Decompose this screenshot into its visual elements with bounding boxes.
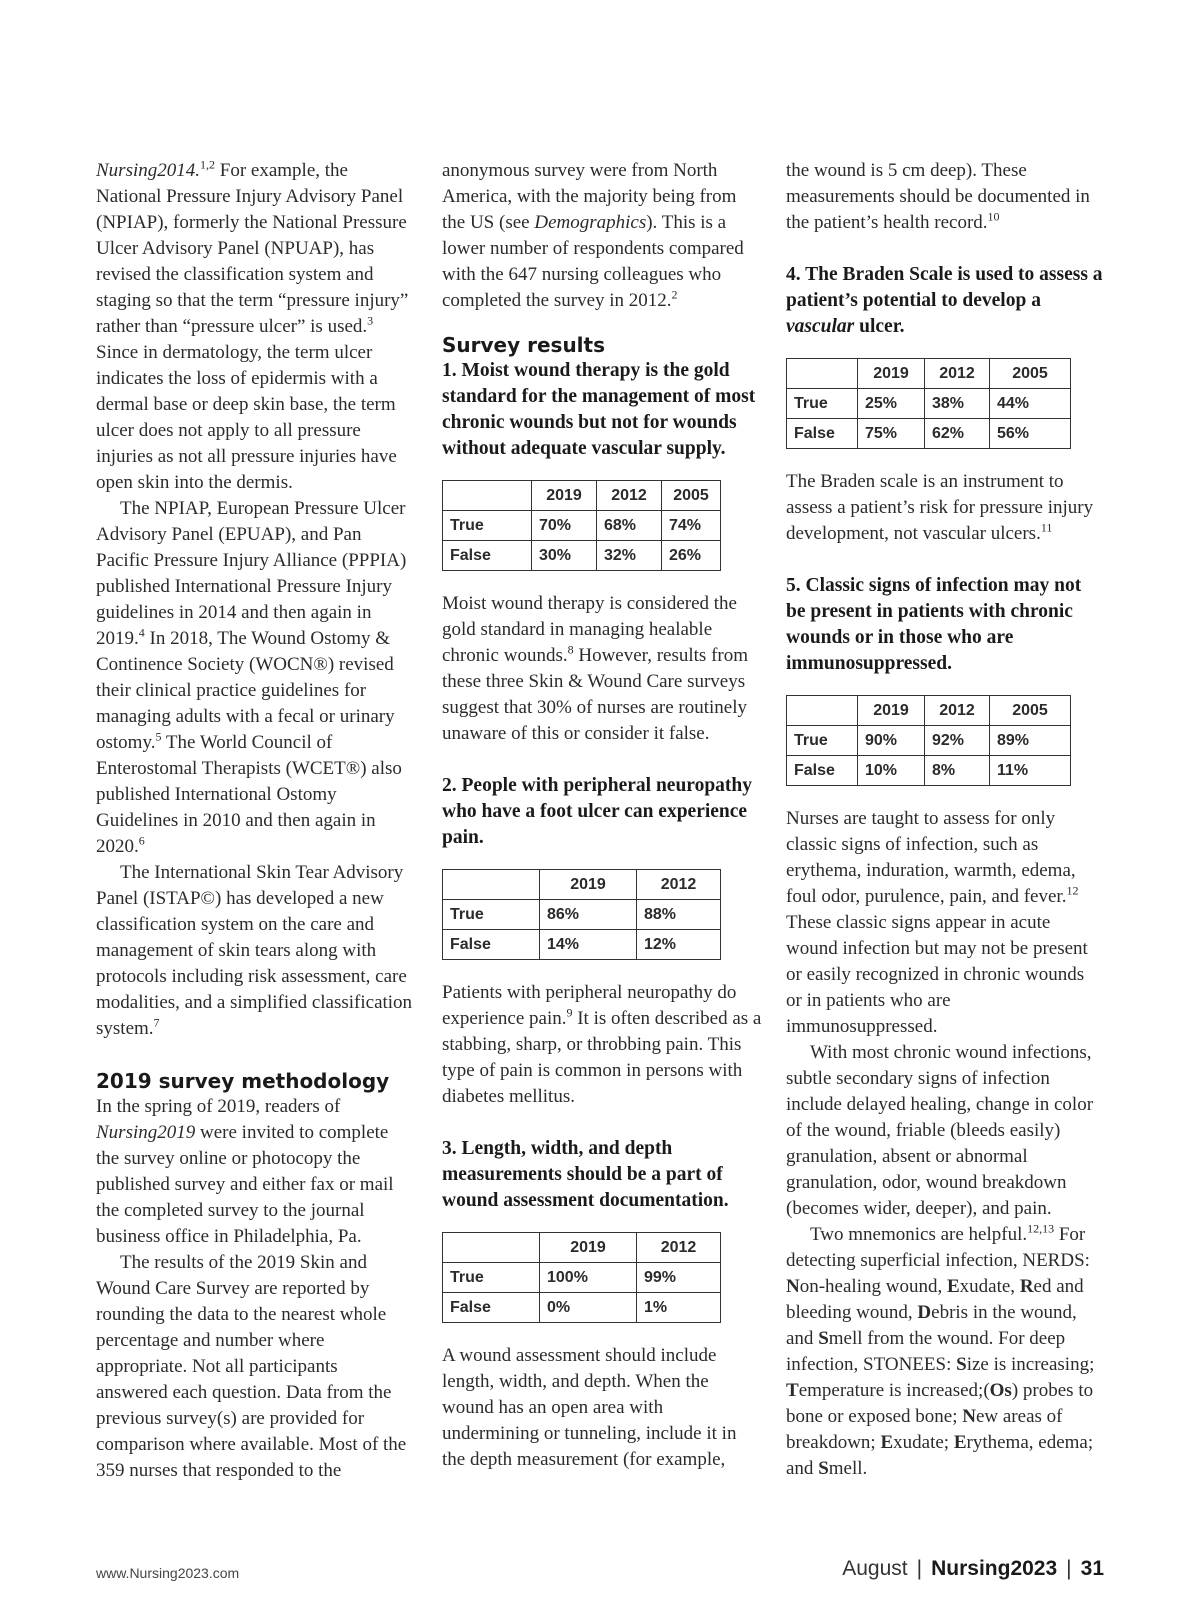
section-title-methodology: 2019 survey methodology — [96, 1069, 390, 1093]
column-3 — [786, 158, 1104, 1482]
footer-journal: Nursing2023 — [931, 1557, 1058, 1580]
footer-month: August — [842, 1557, 908, 1580]
section-title-results: Survey results — [442, 333, 605, 357]
paragraph: Nursing2014.$^{1,2}$ For example, the National Pressure Injury Advisory Panel (NPIAP), formerly the National Pressure Ulcer Advisory Panel (NPUAP), has revised the classification system and staging so that the term “pressure injury” rather than “pressure ulcer” is used.$^3$ Since in dermatology, the term ulcer indicates the loss of epidermis with a dermal base or deep skin base, the term ulcer does not apply to all pressure injuries as not all pressure injuries have open skin into the dermis. — [96, 157, 409, 493]
paragraph: In the spring of 2019, readers of Nursing2019 were invited to complete the survey online or photocopy the published survey and either fax or mail the completed survey to the journal business office in Philadelphia, Pa. — [96, 1096, 394, 1247]
paragraph: The International Skin Tear Advisory Panel (ISTAP©) has developed a new classification system on the care and management of skin tears along with protocols including risk assessment, care modalities, and a simplified classification system.$^7$ — [96, 862, 413, 1039]
paragraph: Nurses are taught to assess for only classic signs of infection, such as erythema, induration, warmth, edema, foul odor, purulence, pain, and fever.$^{12}$ These classic signs appear in acute wound infection but may not be present or easily recognized in chronic wounds or in patients who are immunosuppressed. — [786, 808, 1088, 1037]
results-table-5: 2019 2012 2005 True 90% 92% 89% False 10% 8% 11% — [786, 695, 1071, 786]
paragraph: The results of the 2019 Skin and Wound Care Survey are reported by rounding the data to the nearest whole percentage and number where appropriate. Not all participants answered each question. Data from the previous survey(s) are provided for comparison where available. Most of the 359 nurses that responded to the — [96, 1252, 407, 1481]
question-1: 1. Moist wound therapy is the gold standard for the management of most chronic wounds but not for wounds without adequate vascular supply. — [442, 360, 756, 459]
question-5: 5. Classic signs of infection may not be present in patients with chronic wounds or in those who are immunosuppressed. — [786, 575, 1082, 674]
paragraph: The NPIAP, European Pressure Ulcer Advisory Panel (EPUAP), and Pan Pacific Pressure Injury Alliance (PPPIA) published International Pressure Injury guidelines in 2014 and then again in 2019.$^4$ In 2018, The Wound Ostomy & Continence Society (WOCN®) revised their clinical practice guidelines for managing adults with a fecal or urinary ostomy.$^5$ The World Council of Enterostomal Therapists (WCET®) also published International Ostomy Guidelines in 2010 and then again in 2020.$^6$ — [96, 498, 407, 857]
question-2: 2. People with peripheral neuropathy who have a foot ulcer can experience pain. — [442, 775, 753, 848]
paragraph: A wound assessment should include length, width, and depth. When the wound has an open area with undermining or tunneling, include it in the depth measurement (for example, — [442, 1345, 737, 1470]
results-table-2: 2019 2012 True 86% 88% False 14% 12% — [442, 869, 721, 960]
paragraph: Moist wound therapy is considered the gold standard in managing healable chronic wounds.$^8$ However, results from these three Skin & Wound Care surveys suggest that 30% of nurses are routinely unaware of this or consider it false. — [442, 593, 749, 744]
question-4: 4. The Braden Scale is used to assess a patient’s potential to develop a vascular ulcer. — [786, 264, 1103, 337]
results-table-3: 2019 2012 True 100% 99% False 0% 1% — [442, 1232, 721, 1323]
column-1 — [96, 158, 414, 1484]
results-table-4: 2019 2012 2005 True 25% 38% 44% False 75% 62% 56% — [786, 358, 1071, 449]
page-number: 31 — [1080, 1557, 1104, 1580]
results-table-1: 2019 2012 2005 True 70% 68% 74% False 30% 32% 26% — [442, 480, 721, 571]
paragraph: Patients with peripheral neuropathy do experience pain.$^9$ It is often described as a stabbing, sharp, or throbbing pain. This type of pain is common in persons with diabetes mellitus. — [442, 982, 762, 1107]
footer-website: www.Nursing2023.com — [96, 1565, 240, 1581]
column-2 — [442, 158, 764, 1473]
paragraph: With most chronic wound infections, subtle secondary signs of infection include delayed healing, change in color of the wound, friable (bleeds easily) granulation, absent or abnormal granulation, odor, wound breakdown (becomes wider, deeper), and pain. — [786, 1042, 1094, 1219]
paragraph-mnemonics: Two mnemonics are helpful.$^{12,13}$ For detecting superficial infection, NERDS: Non-healing wound, Exudate, Red and bleeding wound, Debris in the wound, and Smell from the wound. For deep infection, STONEES: Size is increasing; Temperature is increased;(Os) probes to bone or exposed bone; New areas of breakdown; Exudate; Erythema, edema; and Smell. — [786, 1221, 1095, 1479]
question-3: 3. Length, width, and depth measurements should be a part of wound assessment documentation. — [442, 1138, 729, 1211]
paragraph: The Braden scale is an instrument to assess a patient’s risk for pressure injury development, not vascular ulcers.$^{11}$ — [786, 471, 1094, 544]
paragraph: anonymous survey were from North America, with the majority being from the US (see Demographics). This is a lower number of respondents compared with the 647 nursing colleagues who completed the survey in 2012.$^2$ — [442, 160, 744, 311]
footer-folio: August | Nursing2023 | 31 — [842, 1557, 1104, 1580]
paragraph: the wound is 5 cm deep). These measurements should be documented in the patient’s health record.$^{10}$ — [786, 160, 1090, 233]
